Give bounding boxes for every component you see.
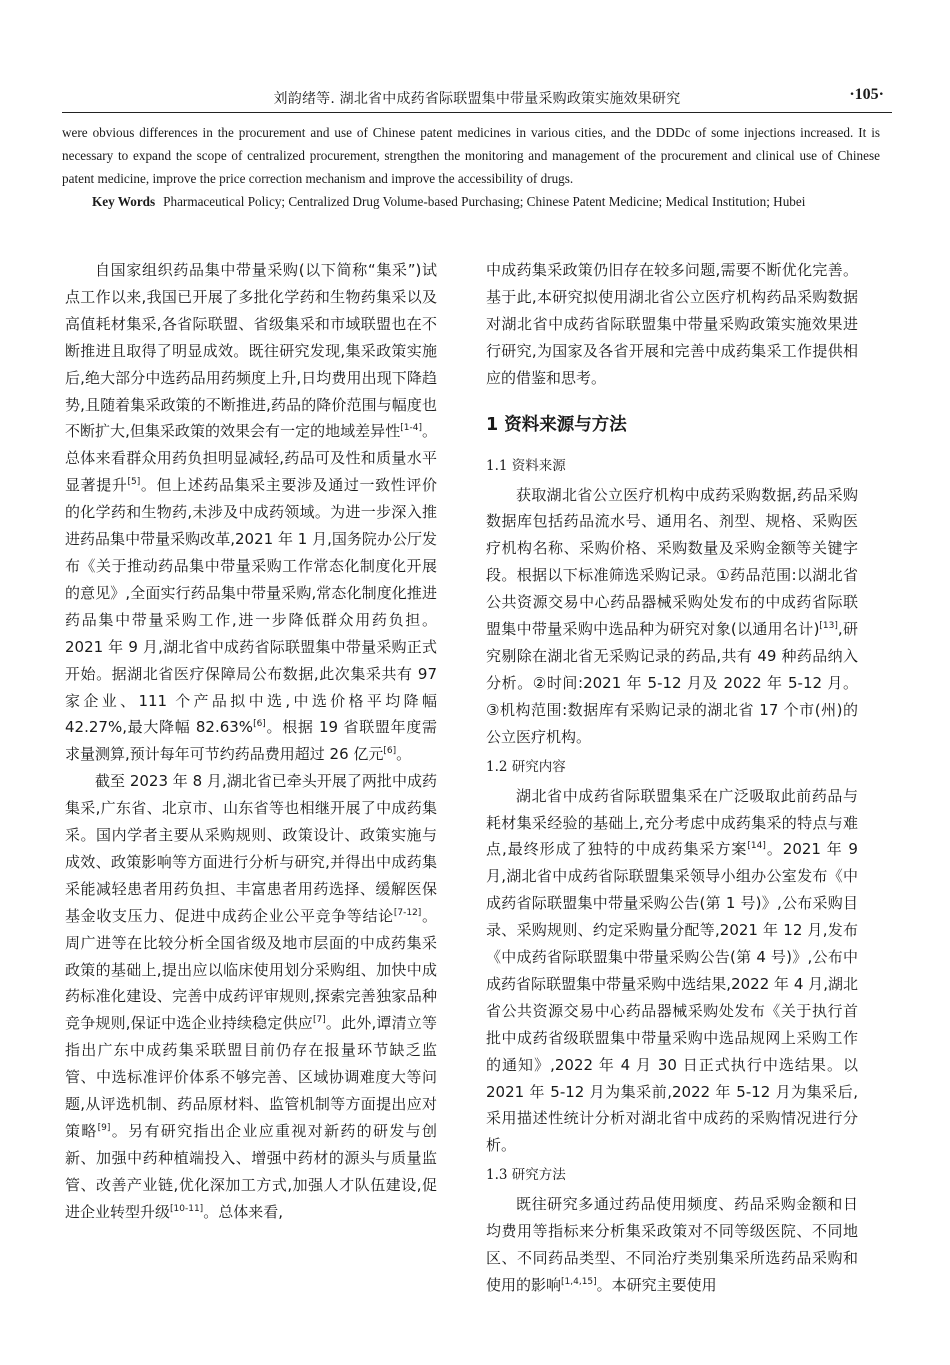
text-run: 。周广进等在比较分析全国省级及地市层面的中成药集采政策的基础上,提出应以临床使用划分采购组、加快中成药标准化建设、完善中成药评审规则,探索完善独家品种竞争规则,保证中选企业持续稳定供应 xyxy=(65,906,437,1033)
subsection-heading: 1.3 研究方法 xyxy=(486,1167,566,1184)
intro-paragraph-continued: 中成药集采政策仍旧存在较多问题,需要不断优化完善。基于此,本研究拟使用湖北省公立医疗机构药品采购数据对湖北省中成药省际联盟集中带量采购政策实施效果进行研究,为国家及各省开展和完善中成药集采工作提供相应的借鉴和思考。 xyxy=(486,261,858,387)
text-run: 。总体来看, xyxy=(203,1202,283,1221)
page-number: ·105· xyxy=(849,86,884,103)
text-run: 。但上述药品集采主要涉及通过一致性评价的化学药和生物药,未涉及中成药领域。为进一步深入推进药品集中带量采购改革,2021 年 1 月,国务院办公厅发布《关于推动药品集中带量采购工作常态化制度化开展的意见》,全面实行药品集中带量采购,常态化制度化推进药品集中带量采购工作,进一步降低群众用药负担。2021 年 9 月,湖北省中成药省际联盟集中带量采购正式开始。据湖北省医疗保障局公布数据,此次集采共有 97 家企业、111 个产品拟中选,中选价格平均降幅 42.27%,最大降幅 82.63% xyxy=(65,476,437,737)
keywords-text: Pharmaceutical Policy; Centralized Drug Volume-based Purchasing; Chinese Patent Medicine; Medical Institution; Hubei xyxy=(163,194,806,209)
running-title: 刘韵绪等. 湖北省中成药省际联盟集中带量采购政策实施效果研究 xyxy=(273,91,681,107)
right-column xyxy=(486,257,858,1299)
citation: [7] xyxy=(312,1015,326,1026)
text-run: 。总体来看群众用药负担明显减轻,药品可及性和质量水平显著提升 xyxy=(65,422,437,495)
citation: [13] xyxy=(819,621,838,632)
citation: [1,4,15] xyxy=(561,1277,597,1287)
subsection-heading: 1.1 资料来源 xyxy=(486,457,566,474)
text-run: 。本研究主要使用 xyxy=(596,1276,717,1294)
citation: [1-4] xyxy=(400,423,422,434)
left-column xyxy=(65,257,437,1226)
citation: [7-12] xyxy=(393,907,422,918)
text-run: 。另有研究指出企业应重视对新药的研发与创新、加强中药种植端投入、增强中药材的源头与质量监管、改善产业链,优化深加工方式,加强人才队伍建设,促进企业转型升级 xyxy=(65,1122,437,1221)
citation: [5] xyxy=(127,477,141,488)
text-run: 湖北省中成药省际联盟集采在广泛吸取此前药品与耗材集采经验的基础上,充分考虑中成药集采的特点与难点,最终形成了独特的中成药集采方案 xyxy=(486,786,858,859)
running-header xyxy=(62,86,892,113)
subsection-heading: 1.2 研究内容 xyxy=(486,758,566,775)
text-run: 自国家组织药品集中带量采购(以下简称“集采”)试点工作以来,我国已开展了多批化学药和生物药集采以及高值耗材集采,各省际联盟、省级集采和市域联盟也在不断推进且取得了明显成效。既往研究发现,集采政策实施后,绝大部分中选药品用药频度上升,日均费用出现下降趋势,且随着集采政策的不断推进,药品的降价范围与幅度也不断扩大,但集采政策的效果会有一定的地域差异性 xyxy=(65,261,437,441)
keywords-label: Key Words xyxy=(92,194,156,209)
intro-paragraph-2 xyxy=(65,768,437,1225)
data-source-paragraph xyxy=(486,482,858,751)
citation: [9] xyxy=(97,1123,111,1133)
research-content-paragraph xyxy=(486,783,858,1160)
text-run: 。根据 19 省联盟年度需求量测算,预计每年可节约药品费用超过 26 亿元 xyxy=(65,718,437,764)
citation: [6] xyxy=(253,719,266,730)
text-run: 获取湖北省公立医疗机构中成药采购数据,药品采购数据库包括药品流水号、通用名、剂型、规格、采购医疗机构名称、采购价格、采购数量及采购金额等关键字段。根据以下标准筛选采购记录。①药品范围:以湖北省公共资源交易中心药品器械采购处发布的中成药省际联盟集中带量采购中选品种为研究对象(以通用名计) xyxy=(486,485,858,639)
citation: [14] xyxy=(747,841,766,852)
research-method-paragraph xyxy=(486,1191,858,1299)
text-run: 。 xyxy=(396,745,412,764)
text-run: ,研究剔除在湖北省无采购记录的药品,共有 49 种药品纳入分析。②时间:2021 年 5-12 月及 2022 年 5-12 月。③机构范围:数据库有采购记录的湖北省 17 个市(州)的公立医疗机构。 xyxy=(486,620,858,746)
text-run: 。2021 年 9 月,湖北省中成药省际联盟集采领导小组办公室发布《中成药省际联盟集中带量采购公告(第 1 号)》,公布采购目录、采购规则、约定采购量分配等,2021 年 12 月,发布《中成药省际联盟集中带量采购公告(第 4 号)》,公布中成药省际联盟集中带量采购中选结果,2022 年 4 月,湖北省公共资源交易中心药品器械采购处发布《关于执行首批中成药省级联盟集中带量采购中选品规网上采购工作的通知》,2022 年 4 月 30 日正式执行中选结果。以 2021 年 5-12 月为集采前,2022 年 5-12 月为集采后,采用描述性统计分析对湖北省中成药的采购情况进行分析。 xyxy=(486,840,858,1155)
keywords-line xyxy=(62,190,880,213)
english-abstract xyxy=(62,121,880,213)
text-run: 。此外,谭清立等指出广东中成药集采联盟目前仍存在报量环节缺乏监管、中选标准评价体系不够完善、区域协调难度大等问题,从评选机制、药品原材料、监管机制等方面提出应对策略 xyxy=(65,1014,437,1140)
text-run: 截至 2023 年 8 月,湖北省已牵头开展了两批中成药集采,广东省、北京市、山东省等也相继开展了中成药集采。国内学者主要从采购规则、政策设计、政策实施与成效、政策影响等方面进行分析与研究,并得出中成药集采能减轻患者用药负担、丰富患者用药选择、缓解医保基金收支压力、促进中成药企业公平竞争等结论 xyxy=(65,772,437,925)
citation: [6] xyxy=(383,746,397,757)
intro-paragraph-1 xyxy=(65,257,437,768)
text-run: 既往研究多通过药品使用频度、药品采购金额和日均费用等指标来分析集采政策对不同等级医院、不同地区、不同药品类型、不同治疗类别集采所选药品采购和使用的影响 xyxy=(486,1195,858,1294)
citation: [10-11] xyxy=(170,1203,204,1214)
section-heading: 1 资料来源与方法 xyxy=(486,414,627,435)
abstract-text: were obvious differences in the procurement and use of Chinese patent medicines in various cities, and the DDDc of some injections increased. It is necessary to expand the scope of centralized procurement, strengthen the monitoring and management of the procurement and clinical use of Chinese patent medicine, improve the price correction mechanism and improve the accessibility of drugs. xyxy=(62,125,880,186)
